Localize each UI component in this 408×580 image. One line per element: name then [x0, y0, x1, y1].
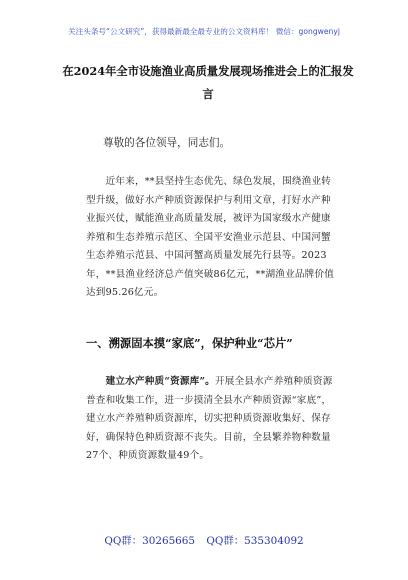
salutation: 尊敬的各位领导，同志们。 — [103, 137, 231, 149]
paragraph-lead: 建立水产种质“资源库”。 — [105, 376, 215, 387]
footer-contact — [0, 532, 408, 547]
intro-paragraph-text: 近年来，**县坚持生态优先、绿色发展，围绕渔业转型升级，做好水产种质资源保护与利用文章，打好水产种业振兴仗，赋能渔业高质量发展，被评为国家级水产健康养殖和生态养殖示范区、全国平安渔业示范县、中国河蟹生态养殖示范县、中国河蟹高质量发展先行县等。2023年，**县渔业经济总产值突破86亿元，**湖渔业品牌价值达到95.26亿元。 — [86, 176, 335, 298]
body-paragraph — [86, 373, 336, 466]
qq-group-1: QQ群：30265665 — [104, 535, 196, 547]
paragraph-body: 开展全县水产养殖种质资源普查和收集工作，进一步摸清全县水产种质资源“家底”，建立水产养殖种质资源库，切实把种质资源收集好、保存好，确保特色种质资源不丧失。目前，全县繁养物种数量27个、种质资源数量49个。 — [86, 376, 333, 461]
intro-paragraph — [86, 173, 336, 303]
section-heading: 一、溯源固本摸“家底”，保护种业“芯片” — [86, 336, 293, 350]
qq-group-2: QQ群：535304092 — [206, 535, 304, 547]
document-title: 在2024年全市设施渔业高质量发展现场推进会上的汇报发言 — [62, 64, 354, 101]
header-banner: 关注头条号“公文研究”，获得最新最全最专业的公文资料库！ 微信：gongwenyj — [68, 27, 340, 36]
